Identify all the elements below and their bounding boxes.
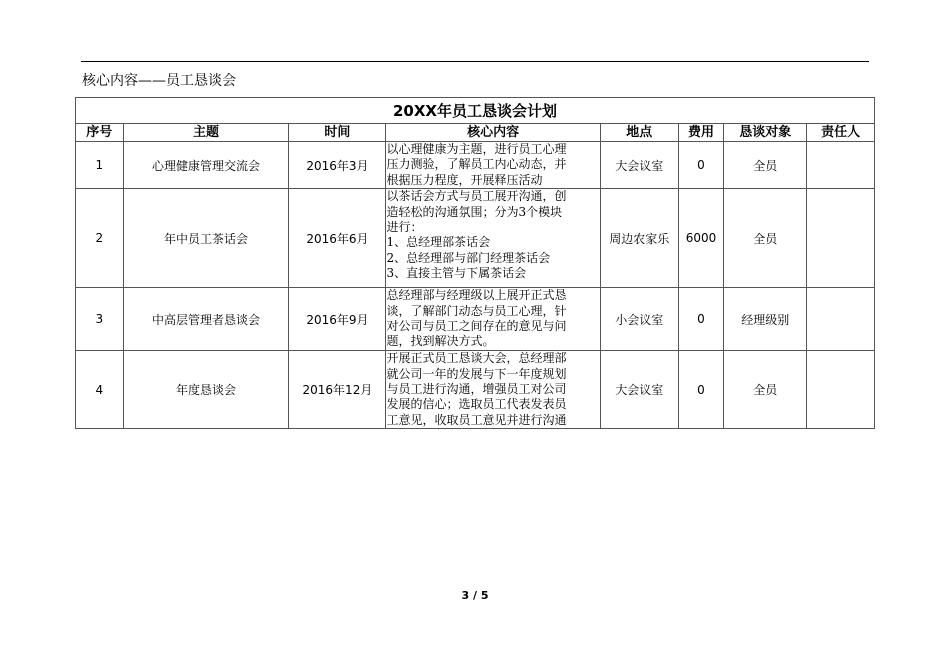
content-line: 工意见，收取员工意见并进行沟通 <box>386 412 567 427</box>
cost-cell: 6000 <box>678 189 724 288</box>
content-cell <box>386 351 600 429</box>
location-cell: 小会议室 <box>600 288 678 351</box>
owner-cell <box>807 288 875 351</box>
row-number-cell: 3 <box>76 288 124 351</box>
content-line: 总经理部与经理级以上展开正式恳 <box>386 288 567 303</box>
time-cell: 2016年3月 <box>289 142 386 189</box>
header-no: 序号 <box>76 124 124 142</box>
audience-cell: 经理级别 <box>724 288 807 351</box>
owner-cell <box>807 351 875 429</box>
page-number: 3 / 5 <box>461 589 489 602</box>
audience-cell: 全员 <box>724 142 807 189</box>
content-line: 1、总经理部茶话会 <box>386 235 491 250</box>
content-line: 谈，了解部门动态与员工心理，针 <box>386 303 567 318</box>
time-cell: 2016年12月 <box>289 351 386 429</box>
location-cell: 大会议室 <box>600 142 678 189</box>
table-row <box>76 288 875 351</box>
content-line: 以心理健康为主题，进行员工心理 <box>386 142 567 156</box>
content-line: 3、直接主管与下属茶话会 <box>386 266 527 281</box>
header-content: 核心内容 <box>386 124 600 142</box>
content-line: 开展正式员工恳谈大会，总经理部 <box>386 351 567 366</box>
content-line: 发展的信心；选取员工代表发表员 <box>386 397 567 412</box>
content-line: 以茶话会方式与员工展开沟通，创 <box>386 189 567 204</box>
row-number-cell: 4 <box>76 351 124 429</box>
audience-cell: 全员 <box>724 351 807 429</box>
audience-cell: 全员 <box>724 189 807 288</box>
table-row <box>76 142 875 189</box>
header-rule <box>81 61 869 62</box>
header-time: 时间 <box>289 124 386 142</box>
theme-cell: 年度恳谈会 <box>123 351 289 429</box>
content-cell <box>386 189 600 288</box>
row-number-cell: 1 <box>76 142 124 189</box>
meeting-plan-table <box>75 97 875 429</box>
cost-cell: 0 <box>678 288 724 351</box>
cost-cell: 0 <box>678 351 724 429</box>
header-owner: 责任人 <box>807 124 875 142</box>
theme-cell: 心理健康管理交流会 <box>123 142 289 189</box>
header-audience: 恳谈对象 <box>724 124 807 142</box>
time-cell: 2016年6月 <box>289 189 386 288</box>
location-cell: 大会议室 <box>600 351 678 429</box>
theme-cell: 中高层管理者恳谈会 <box>123 288 289 351</box>
content-line: 2、总经理部与部门经理茶话会 <box>386 250 551 265</box>
content-line: 造轻松的沟通氛围；分为3个模块 <box>386 204 563 219</box>
header-cost: 费用 <box>678 124 724 142</box>
content-cell <box>386 142 600 189</box>
content-line: 根据压力程度，开展释压活动 <box>386 172 543 187</box>
theme-cell: 年中员工茶话会 <box>123 189 289 288</box>
content-line: 与员工进行沟通，增强员工对公司 <box>386 382 567 397</box>
table-row <box>76 351 875 429</box>
table-header-row <box>76 124 875 142</box>
content-cell <box>386 288 600 351</box>
content-line: 题，找到解决方式。 <box>386 334 495 349</box>
time-cell: 2016年9月 <box>289 288 386 351</box>
location-cell: 周边农家乐 <box>600 189 678 288</box>
row-number-cell: 2 <box>76 189 124 288</box>
section-heading: 核心内容——员工恳谈会 <box>82 73 236 89</box>
owner-cell <box>807 189 875 288</box>
table-title: 20XX年员工恳谈会计划 <box>76 98 875 124</box>
header-theme: 主题 <box>123 124 289 142</box>
owner-cell <box>807 142 875 189</box>
content-line: 进行： <box>386 220 423 235</box>
content-line: 压力测验，了解员工内心动态，并 <box>386 157 567 172</box>
header-location: 地点 <box>600 124 678 142</box>
table-row <box>76 189 875 288</box>
cost-cell: 0 <box>678 142 724 189</box>
content-line: 就公司一年的发展与下一年度规划 <box>386 366 567 381</box>
content-line: 对公司与员工之间存在的意见与问 <box>386 319 567 334</box>
